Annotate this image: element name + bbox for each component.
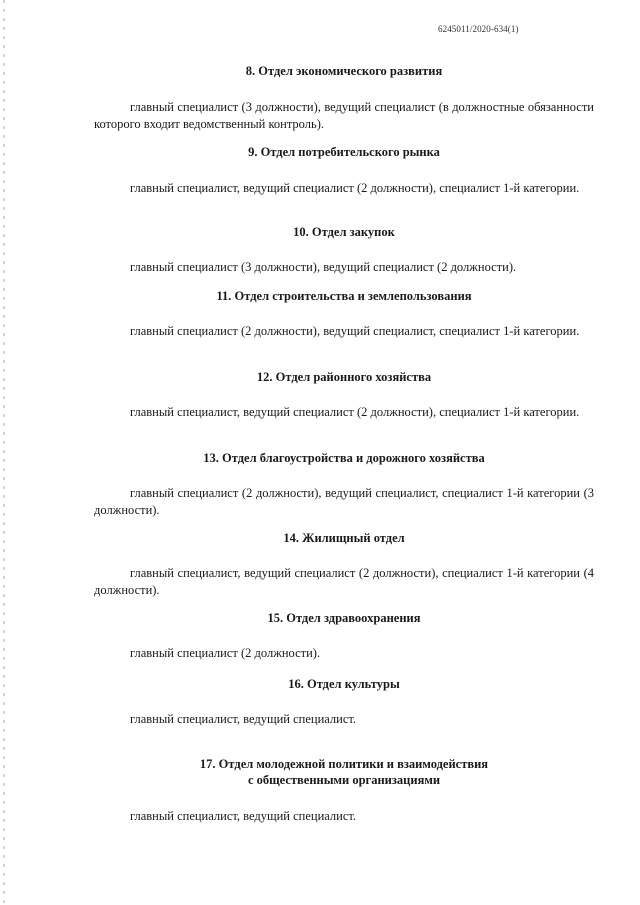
section-15 bbox=[94, 610, 594, 662]
section-heading-line2: с общественными организациями bbox=[247, 773, 441, 787]
section-16 bbox=[94, 676, 594, 728]
section-heading: 9. Отдел потребительского рынка bbox=[248, 145, 440, 159]
section-heading: 12. Отдел районного хозяйства bbox=[256, 370, 432, 384]
section-heading: 16. Отдел культуры bbox=[288, 677, 400, 691]
scan-edge bbox=[3, 0, 5, 905]
section-heading: 11. Отдел строительства и землепользования bbox=[216, 289, 472, 303]
section-heading: 8. Отдел экономического развития bbox=[245, 64, 443, 78]
section-heading: 10. Отдел закупок bbox=[293, 225, 395, 239]
section-8 bbox=[94, 63, 594, 132]
section-12 bbox=[94, 369, 594, 421]
section-text: главный специалист, ведущий специалист (2 должности), специалист 1-й категории. bbox=[130, 181, 580, 195]
section-17 bbox=[94, 756, 594, 825]
section-text: главный специалист, ведущий специалист. bbox=[130, 712, 357, 726]
section-text: главный специалист, ведущий специалист (2 должности), специалист 1-й категории. bbox=[130, 405, 580, 419]
section-text: главный специалист (2 должности), ведущий специалист, специалист 1-й категории (3 должности). bbox=[94, 486, 594, 517]
section-10 bbox=[94, 224, 594, 276]
section-text: главный специалист (3 должности), ведущий специалист (2 должности). bbox=[130, 260, 517, 274]
section-text: главный специалист (2 должности). bbox=[130, 646, 321, 660]
section-text: главный специалист, ведущий специалист (2 должности), специалист 1-й категории (4 должности). bbox=[94, 566, 594, 597]
section-heading-line1: 17. Отдел молодежной политики и взаимодействия bbox=[199, 757, 489, 771]
section-text: главный специалист (3 должности), ведущий специалист (в должностные обязанности которого входит ведомственный контроль). bbox=[94, 100, 594, 131]
section-heading: 14. Жилищный отдел bbox=[283, 531, 405, 545]
section-heading: 13. Отдел благоустройства и дорожного хозяйства bbox=[203, 451, 485, 465]
section-13 bbox=[94, 450, 594, 518]
document-number: 6245011/2020-634(1) bbox=[438, 24, 519, 34]
section-text: главный специалист (2 должности), ведущий специалист, специалист 1-й категории. bbox=[130, 324, 580, 338]
section-text: главный специалист, ведущий специалист. bbox=[130, 809, 357, 823]
section-14 bbox=[94, 530, 594, 598]
section-9 bbox=[94, 144, 594, 197]
section-heading: 15. Отдел здравоохранения bbox=[267, 611, 421, 625]
section-11 bbox=[94, 288, 594, 340]
